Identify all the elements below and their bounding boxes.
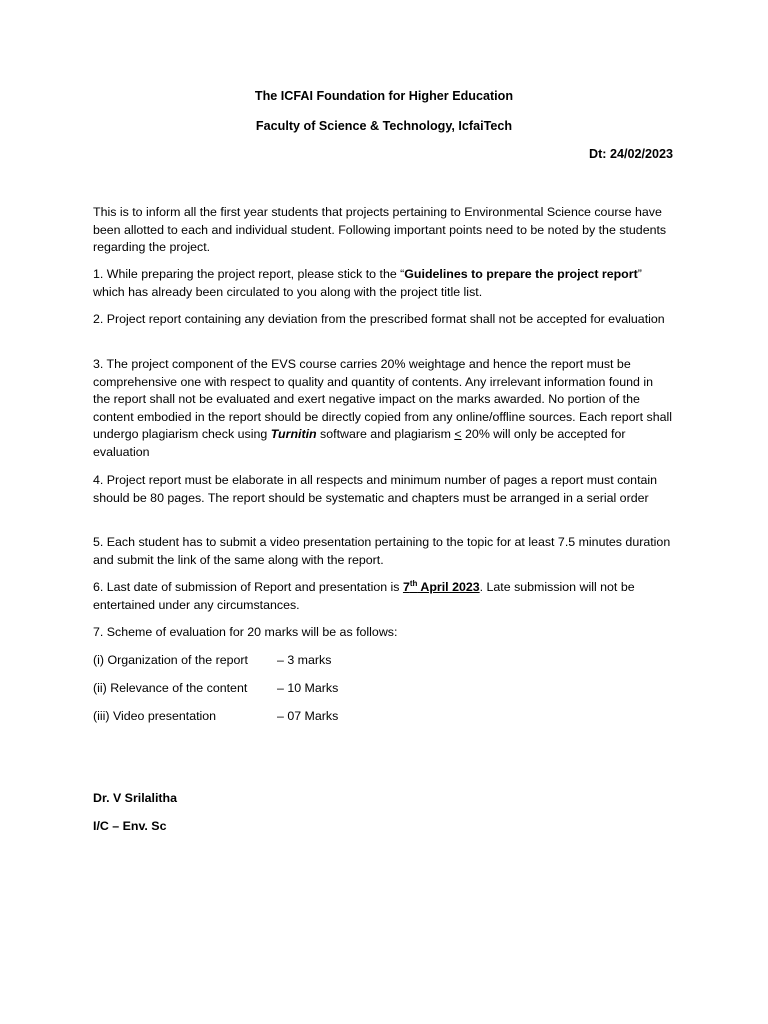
institution-title: The ICFAI Foundation for Higher Education <box>254 89 514 103</box>
scheme-item: (i) Organization of the report <box>93 653 248 667</box>
point-3-post: 20% will only be accepted for evaluation <box>93 427 626 459</box>
point-3-pre: 3. The project component of the EVS course carries 20% weightage and hence the report must be comprehensive one with respect to quality and quantity of contents. Any irrelevant information found in the report shall not be evaluated and exert negative impact on the marks awarded. No portion of the content embodied in the report should be directly copied from any online/offline sources. Each report shall undergo plagiarism check using <box>93 357 673 441</box>
scheme-item: (iii) Video presentation <box>93 709 217 723</box>
deadline-date <box>403 580 480 594</box>
faculty-title: Faculty of Science & Technology, IcfaiTech <box>255 119 513 133</box>
scheme-marks: – 10 Marks <box>277 681 339 695</box>
point-2: 2. Project report containing any deviation from the prescribed format shall not be accepted for evaluation <box>93 312 665 326</box>
point-3 <box>93 356 673 461</box>
scheme-marks: – 3 marks <box>277 653 332 667</box>
scheme-marks: – 07 Marks <box>277 709 339 723</box>
signatory-name: Dr. V Srilalitha <box>93 791 178 805</box>
less-equal-symbol: < <box>454 427 462 441</box>
point-1-post: ” which has already been circulated to you along with the project title list. <box>93 267 642 299</box>
point-6-post: . Late submission will not be entertained under any circumstances. <box>93 580 635 612</box>
deadline-suffix: th <box>409 578 418 588</box>
signatory-designation: I/C – Env. Sc <box>93 819 167 833</box>
point-6 <box>93 579 673 614</box>
scheme-item: (ii) Relevance of the content <box>93 681 248 695</box>
guidelines-title: Guidelines to prepare the project report <box>404 267 638 281</box>
point-3-mid: software and plagiarism <box>316 427 455 441</box>
point-1-pre: 1. While preparing the project report, please stick to the “ <box>93 267 405 281</box>
document-date: Dt: 24/02/2023 <box>588 147 673 161</box>
intro-paragraph: This is to inform all the first year students that projects pertaining to Environmental Science course have been allotted to each and individual student. Following important points need to be noted by the students regarding the project. <box>93 205 667 254</box>
turnitin-name: Turnitin <box>270 427 317 441</box>
point-5: 5. Each student has to submit a video presentation pertaining to the topic for at least 7.5 minutes duration and submit the link of the same along with the report. <box>93 535 671 567</box>
point-4: 4. Project report must be elaborate in all respects and minimum number of pages a report must contain should be 80 pages. The report should be systematic and chapters must be arranged in a serial order <box>93 473 658 505</box>
point-7: 7. Scheme of evaluation for 20 marks will be as follows: <box>93 625 398 639</box>
deadline-month-year: April 2023 <box>417 580 480 594</box>
point-1 <box>93 266 673 301</box>
point-6-pre: 6. Last date of submission of Report and presentation is <box>93 580 403 594</box>
deadline-day: 7 <box>402 580 410 594</box>
